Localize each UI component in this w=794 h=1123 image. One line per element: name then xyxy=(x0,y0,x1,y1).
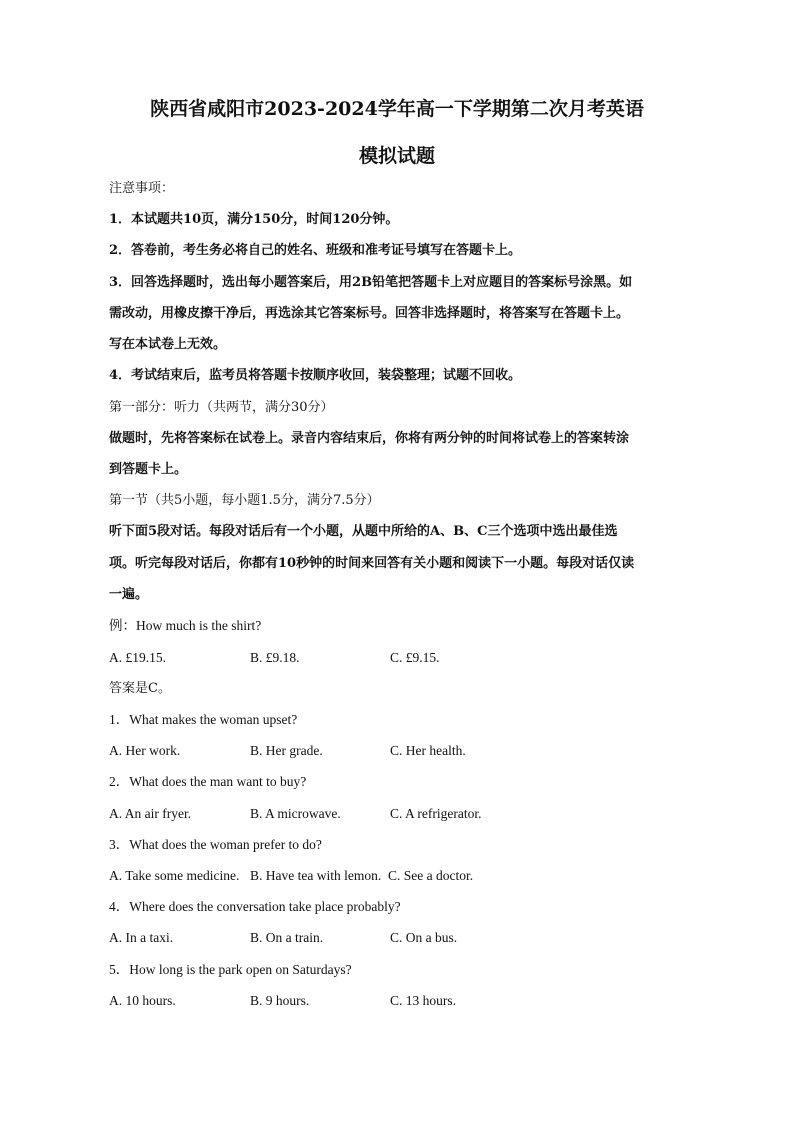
page-title: 陕西省咸阳市2023-2024学年高一下学期第二次月考英语 xyxy=(150,98,644,120)
question-1-option-a: A. Her work. xyxy=(109,743,181,758)
question-1-option-b: B. Her grade. xyxy=(250,743,323,758)
example-option-b: B. £9.18. xyxy=(250,650,300,665)
part1-instruction-line-1: 做题时，先将答案标在试卷上。录音内容结束后，你将有两分钟的时间将试卷上的答案转涂 xyxy=(109,431,630,446)
question-5: 5．How long is the park open on Saturdays? xyxy=(109,962,352,977)
question-1-option-c: C. Her health. xyxy=(390,743,466,758)
note-item-1: 1．本试题共10页，满分150分，时间120分钟。 xyxy=(109,212,399,227)
section1-instruction-line-3: 一遍。 xyxy=(109,587,149,602)
example-option-c: C. £9.15. xyxy=(390,650,440,665)
example-question: 例：How much is the shirt? xyxy=(109,618,262,633)
question-3-option-b: B. Have tea with lemon. xyxy=(250,868,382,883)
notes-heading: 注意事项： xyxy=(109,181,175,196)
section1-instruction-line-1: 听下面5段对话。每段对话后有一个小题，从题中所给的A、B、C三个选项中选出最佳选 xyxy=(109,524,618,539)
question-4-option-b: B. On a train. xyxy=(250,930,324,945)
section1-heading: 第一节（共5小题，每小题1.5分，满分7.5分） xyxy=(109,493,380,508)
question-2-option-c: C. A refrigerator. xyxy=(390,806,482,821)
question-5-option-a: A. 10 hours. xyxy=(109,993,176,1008)
question-2-option-a: A. An air fryer. xyxy=(109,806,192,821)
part1-instruction-line-2: 到答题卡上。 xyxy=(109,462,188,477)
question-3: 3．What does the woman prefer to do? xyxy=(109,837,322,852)
page-subtitle: 模拟试题 xyxy=(358,145,435,167)
example-option-a: A. £19.15. xyxy=(109,650,166,665)
question-3-option-c: C. See a doctor. xyxy=(388,868,474,883)
part1-heading: 第一部分：听力（共两节，满分30分） xyxy=(109,400,334,415)
note-item-3-line-1: 3．回答选择题时，选出每小题答案后，用2B铅笔把答题卡上对应题目的答案标号涂黑。如 xyxy=(109,275,633,290)
question-2-option-b: B. A microwave. xyxy=(250,806,341,821)
question-4: 4．Where does the conversation take place probably? xyxy=(109,899,401,914)
section1-instruction-line-2: 项。听完每段对话后，你都有10秒钟的时间来回答有关小题和阅读下一小题。每段对话仅读 xyxy=(109,556,635,571)
question-5-option-b: B. 9 hours. xyxy=(250,993,310,1008)
note-item-3-line-3: 写在本试卷上无效。 xyxy=(109,337,227,352)
note-item-3-line-2: 需改动，用橡皮擦干净后，再选涂其它答案标号。回答非选择题时，将答案写在答题卡上。 xyxy=(109,306,630,321)
question-3-option-a: A. Take some medicine. xyxy=(109,868,240,883)
question-5-option-c: C. 13 hours. xyxy=(390,993,457,1008)
note-item-4: 4．考试结束后，监考员将答题卡按顺序收回，装袋整理；试题不回收。 xyxy=(109,368,522,383)
question-2: 2．What does the man want to buy? xyxy=(109,774,307,789)
question-4-option-c: C. On a bus. xyxy=(390,930,458,945)
note-item-2: 2．答卷前，考生务必将自己的姓名、班级和准考证号填写在答题卡上。 xyxy=(109,243,522,258)
question-4-option-a: A. In a taxi. xyxy=(109,930,174,945)
question-1: 1．What makes the woman upset? xyxy=(109,712,298,727)
example-answer: 答案是C。 xyxy=(109,681,171,696)
